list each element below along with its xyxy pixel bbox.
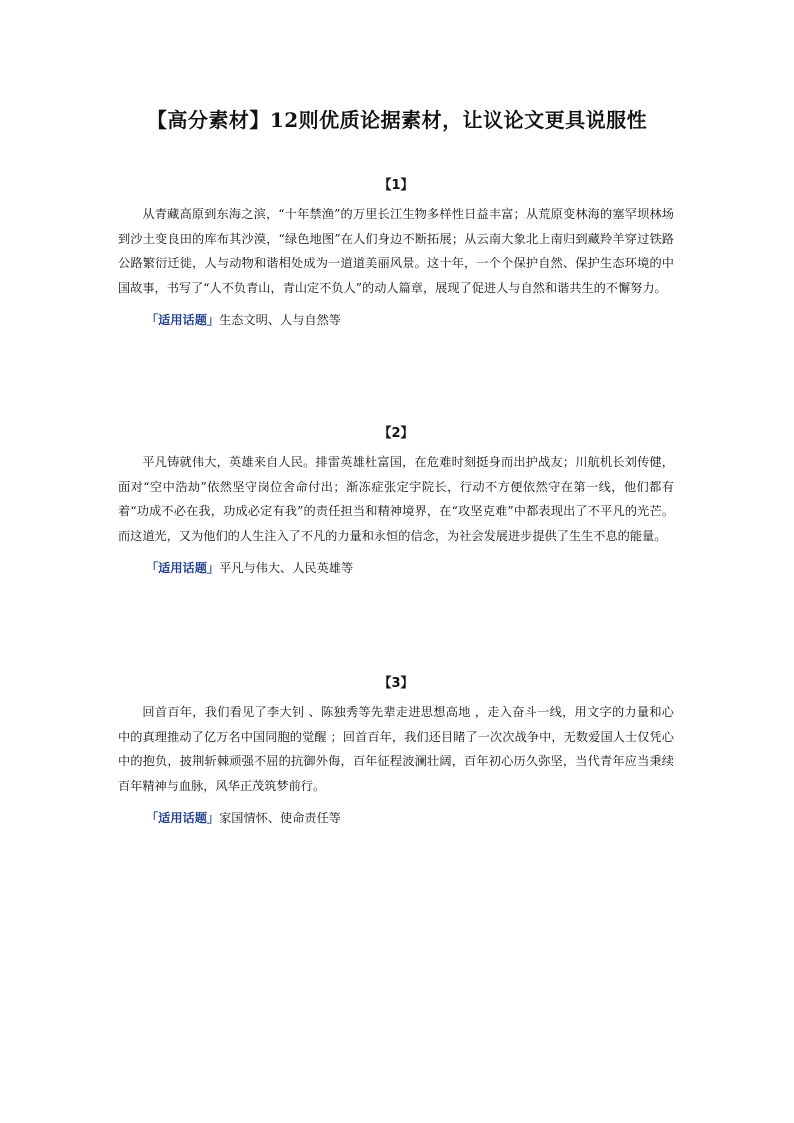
section-number: 【2】 (378, 426, 414, 441)
applicable-topic (146, 558, 674, 578)
applicable-topic (146, 808, 674, 828)
topic-label: 「适用话题」 (146, 313, 220, 327)
material-section-1 (118, 176, 674, 330)
document-title: 【高分素材】12则优质论据素材，让议论文更具说服性 (146, 108, 648, 132)
section-body: 平凡铸就伟大，英雄来自人民。排雷英雄杜富国，在危难时刻挺身而出护战友；川航机长刘传健，面对“空中浩劫”依然坚守岗位舍命付出；渐冻症张定宇院长，行动不方便依然守在第一线，他们都有着“功成不必在我，功成必定有我”的责任担当和精神境界，在“攻坚克难”中都表现出了不平凡的光芒。而这道光，又为他们的人生注入了不凡的力量和永恒的信念，为社会发展进步提供了生生不息的能量。 (118, 455, 674, 543)
section-number: 【3】 (378, 676, 414, 691)
topic-value: 生态文明、人与自然等 (219, 313, 341, 327)
topic-label: 「适用话题」 (146, 811, 220, 825)
topic-label: 「适用话题」 (146, 561, 220, 575)
applicable-topic (146, 310, 674, 330)
section-number: 【1】 (378, 178, 414, 193)
section-body: 从青藏高原到东海之滨，“十年禁渔”的万里长江生物多样性日益丰富；从荒原变林海的塞罕坝林场到沙土变良田的库布其沙漠，“绿色地图”在人们身边不断拓展；从云南大象北上南归到藏羚羊穿过铁路公路繁衍迁徙，人与动物和谐相处成为一道道美丽风景。这十年，一个个保护自然、保护生态环境的中国故事，书写了“人不负青山，青山定不负人”的动人篇章，展现了促进人与自然和谐共生的不懈努力。 (118, 207, 674, 295)
topic-value: 家国情怀、使命责任等 (219, 811, 341, 825)
section-body: 回首百年，我们看见了李大钊 、陈独秀等先辈走进思想高地 ，走入奋斗一线，用文字的力量和心中的真理推动了亿万名中国同胞的觉醒 ；回首百年，我们还目睹了一次次战争中，无数爱国人士仅凭心中的抱负，披荆斩棘顽强不屈的抗御外侮，百年征程波澜壮阔，百年初心历久弥坚，当代青年应当秉续百年精神与血脉，风华正茂筑梦前行。 (118, 705, 674, 793)
topic-value: 平凡与伟大、人民英雄等 (219, 561, 354, 575)
material-section-3 (118, 674, 674, 828)
material-section-2 (118, 424, 674, 578)
